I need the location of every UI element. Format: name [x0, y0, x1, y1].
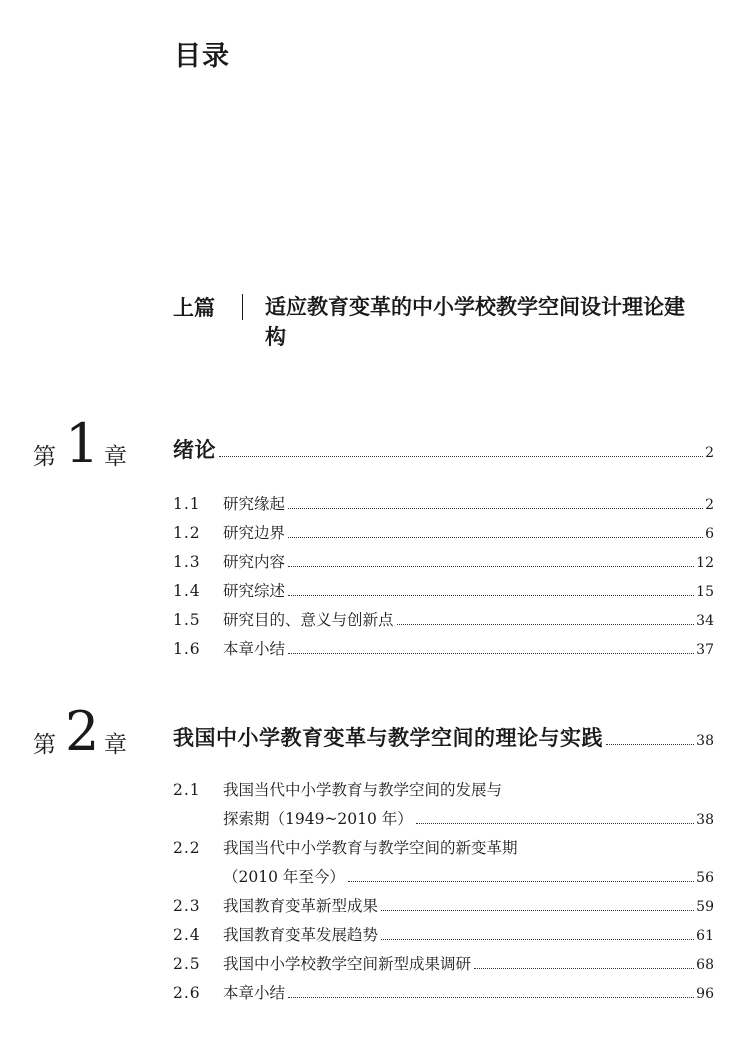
page-number: 59 [696, 899, 714, 915]
page-number: 12 [696, 555, 714, 571]
part-label: 上篇 [173, 296, 215, 320]
dot-leader [397, 623, 695, 625]
section-title[interactable]: 研究目的、意义与创新点 [223, 611, 394, 629]
dot-leader [288, 536, 703, 538]
page-number: 37 [696, 642, 714, 658]
section-list [173, 776, 714, 1008]
section-list [173, 490, 714, 664]
toc-entry[interactable] [173, 834, 714, 892]
dot-leader [288, 594, 694, 596]
chapter-title-row[interactable] [173, 434, 714, 464]
section-number: 1.3 [173, 553, 201, 571]
toc-entry[interactable] [173, 979, 714, 1008]
dot-leader [381, 938, 694, 940]
section-title[interactable]: 本章小结 [223, 640, 286, 658]
section-number: 2.4 [173, 926, 201, 944]
page-number: 68 [696, 957, 714, 973]
page-number: 6 [705, 526, 714, 542]
dot-leader [474, 967, 694, 969]
dot-leader [416, 822, 694, 824]
section-title[interactable]: 我国教育变革发展趋势 [223, 926, 379, 944]
toc-entry[interactable] [173, 892, 714, 921]
page-number: 15 [696, 584, 714, 600]
section-title[interactable]: 我国教育变革新型成果 [223, 897, 379, 915]
toc-entry[interactable] [173, 921, 714, 950]
dot-leader [348, 880, 694, 882]
part-name: 适应教育变革的中小学校教学空间设计理论建构 [265, 295, 685, 349]
section-number: 1.2 [173, 524, 201, 542]
page-number: 34 [696, 613, 714, 629]
chapter-title[interactable]: 我国中小学教育变革与教学空间的理论与实践 [173, 726, 603, 750]
section-number: 2.6 [173, 984, 201, 1002]
dot-leader [381, 909, 694, 911]
section-number: 2.3 [173, 897, 201, 915]
chapter-number: 1 [65, 412, 100, 475]
page-number: 61 [696, 928, 714, 944]
section-title-line1[interactable]: 我国当代中小学教育与教学空间的新变革期 [223, 839, 518, 857]
toc-entry[interactable] [173, 548, 714, 577]
page-number: 38 [696, 812, 714, 828]
dot-leader [288, 565, 694, 567]
chapter-suffix: 章 [104, 732, 127, 758]
section-title[interactable]: 研究内容 [223, 553, 286, 571]
toc-entry[interactable] [173, 776, 714, 834]
section-number: 2.2 [173, 839, 201, 857]
dot-leader [288, 996, 694, 998]
section-number: 1.4 [173, 582, 201, 600]
toc-entry[interactable] [173, 606, 714, 635]
section-number: 2.5 [173, 955, 201, 973]
page-number: 2 [705, 497, 714, 513]
section-title-line2[interactable]: 探索期（1949~2010 年） [223, 810, 413, 828]
toc-entry[interactable] [173, 577, 714, 606]
toc-entry[interactable] [173, 490, 714, 519]
section-title[interactable]: 我国中小学校教学空间新型成果调研 [223, 955, 472, 973]
chapter-number: 2 [65, 700, 100, 763]
section-title[interactable]: 研究缘起 [223, 495, 286, 513]
section-title-line2[interactable]: （2010 年至今） [223, 868, 345, 886]
page-number: 96 [696, 986, 714, 1002]
section-title[interactable]: 研究综述 [223, 582, 286, 600]
toc-title: 目录 [174, 41, 230, 72]
page-number: 2 [705, 445, 714, 461]
chapter-title[interactable]: 绪论 [173, 438, 216, 462]
dot-leader [219, 455, 703, 457]
chapter-prefix: 第 [33, 444, 56, 470]
chapter-prefix: 第 [33, 732, 56, 758]
dot-leader [606, 743, 694, 745]
page-number: 56 [696, 870, 714, 886]
toc-entry[interactable] [173, 519, 714, 548]
section-number: 2.1 [173, 781, 201, 799]
section-title[interactable]: 研究边界 [223, 524, 286, 542]
section-number: 1.6 [173, 640, 201, 658]
chapter-title-row[interactable] [173, 722, 714, 752]
dot-leader [288, 507, 703, 509]
section-number: 1.1 [173, 495, 201, 513]
toc-entry[interactable] [173, 950, 714, 979]
section-number: 1.5 [173, 611, 201, 629]
part-divider [242, 294, 243, 320]
dot-leader [288, 652, 694, 654]
section-title-line1[interactable]: 我国当代中小学教育与教学空间的发展与 [223, 781, 503, 799]
section-title[interactable]: 本章小结 [223, 984, 286, 1002]
chapter-suffix: 章 [104, 444, 127, 470]
toc-entry[interactable] [173, 635, 714, 664]
page-number: 38 [696, 733, 714, 749]
